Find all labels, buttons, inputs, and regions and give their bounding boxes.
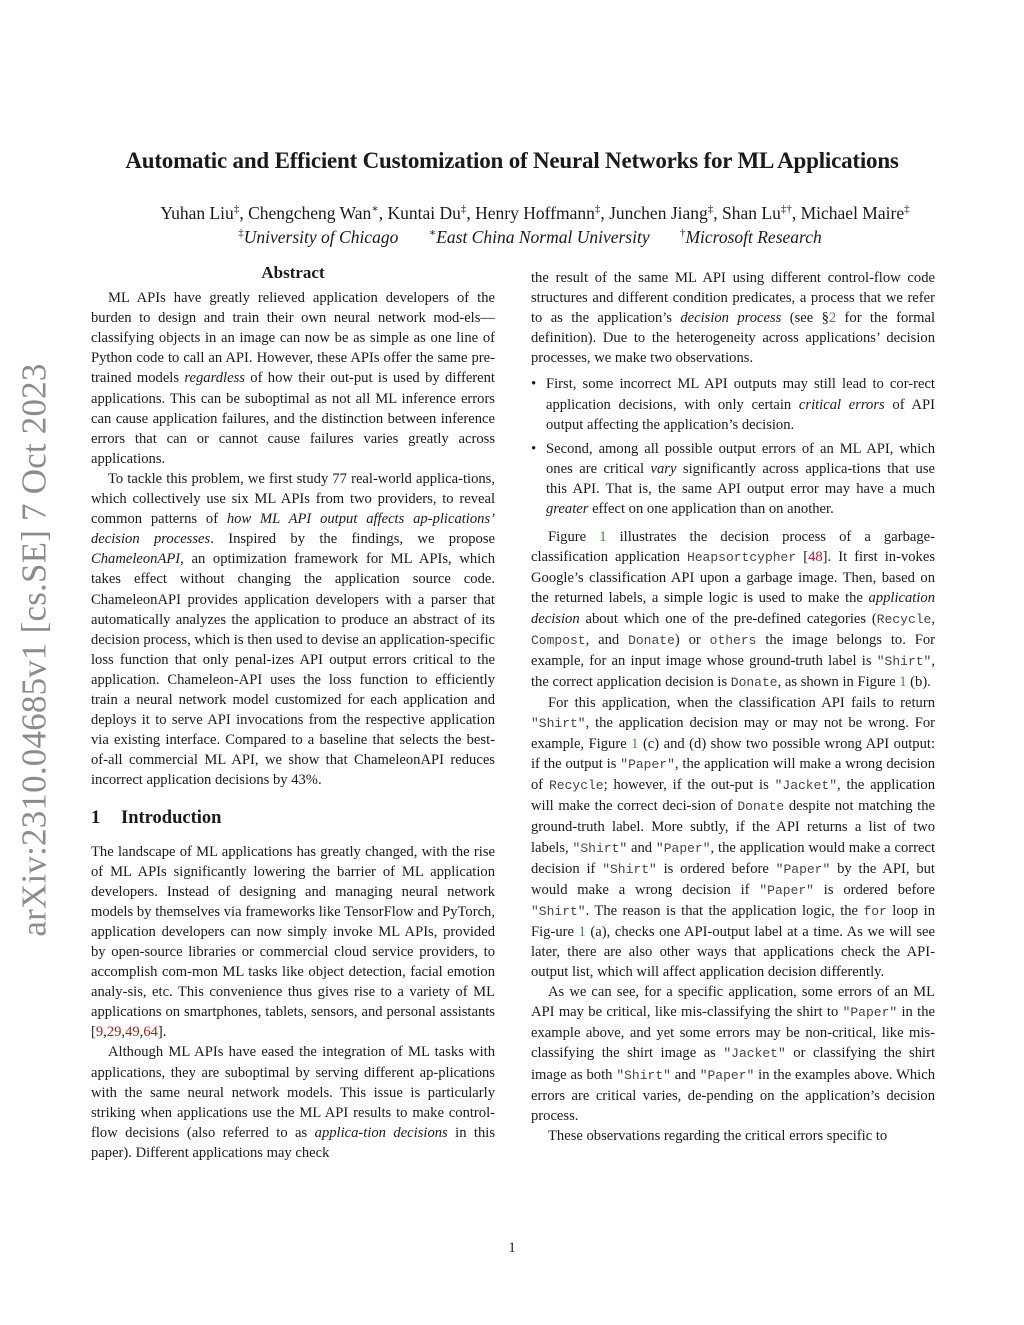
intro-paragraph: These observations regarding the critical errors specific to	[548, 1127, 888, 1144]
code-category: others	[709, 632, 757, 648]
figure-reference-link[interactable]: 1	[631, 736, 639, 753]
affiliation: †Microsoft Research	[679, 227, 822, 247]
code-label: "Shirt"	[602, 861, 657, 877]
left-column	[91, 263, 495, 1163]
observation-item: • First, some incorrect ML API outputs may still lead to cor-rect application decisions, with only certain critical errors of API output affecting the application’s decision.	[531, 374, 935, 434]
right-column	[531, 268, 935, 1146]
citation-link[interactable]: 49	[125, 1024, 140, 1041]
intro-paragraph: Figure 1 illustrates the decision process of a garbage-classification application Heapsortcypher [48]. It first in-vokes Google’s classification API upon a garbage image. Then, based on the returned labels, a simple logic is used to make the application decision about which one of the pre-defined categories (Recycle, Compost, and Donate) or others the image belongs to. For example, for an input image whose ground-truth label is "Shirt", the correct application decision is Donate, as shown in Figure 1 (b).	[531, 529, 936, 690]
figure-reference-link[interactable]: 1	[599, 529, 607, 546]
code-label: "Paper"	[699, 1067, 755, 1083]
arxiv-identifier-text: arXiv:2310.04685v1 [cs.SE] 7 Oct 2023	[15, 363, 55, 937]
code-label: "Paper"	[620, 757, 675, 773]
code-label: "Paper"	[775, 861, 831, 877]
code-label: "Jacket"	[774, 778, 838, 794]
observation-list	[531, 374, 935, 519]
citation-link[interactable]: 9	[95, 1024, 104, 1041]
code-app-name: Heapsortcypher	[686, 550, 797, 566]
page-number: 1	[508, 1240, 516, 1256]
code-label: "Paper"	[842, 1005, 898, 1021]
intro-paragraph: For this application, when the classification API fails to return "Shirt", the application decision may or may not be wrong. For example, Figure 1 (c) and (d) show two possible wrong API output: if the output is "Paper", the application will make a wrong decision of Recycle; however, if the out-put is "Jacket", the application will make the correct deci-sion of Donate despite not matching the ground-truth label. More subtly, if the API returns a list of two labels, "Shirt" and "Paper", the application would make a correct decision if "Shirt" is ordered before "Paper" by the API, but would make a wrong decision if "Paper" is ordered before "Shirt". The reason is that the application logic, the for loop in Fig-ure 1 (a), checks one API-output label at a time. As we will see later, there are also other ways that applications check the API-output list, which will affect application decision differently.	[531, 694, 936, 981]
author: Yuhan Liu‡	[160, 203, 240, 223]
intro-paragraph: The landscape of ML applications has greatly changed, with the rise of ML APIs significantly lowering the barrier of ML application developers. Instead of designing and managing neural network models by themselves via frameworks like TensorFlow and PyTorch, application developers can now simply invoke ML APIs, provided by open-source libraries or commercial cloud service providers, to accomplish com-mon ML tasks like object detection, facial emotion analy-sis, etc. This convenience thus gives rise to a variety of ML applications on smartphones, tablets, sensors, and personal assistants [9,29,49,64].	[91, 843, 495, 1041]
figure-reference-link[interactable]: 1	[578, 923, 586, 940]
affiliation-list	[0, 227, 1024, 248]
abstract-paragraph: To tackle this problem, we first study 77 real-world applica-tions, which collectively use six ML APIs from two providers, to reveal common patterns of how ML API output affects ap-plications’ decision processes. Inspired by the findings, we propose ChameleonAPI, an optimization framework for ML APIs, which takes effect without changing the application source code. ChameleonAPI provides application developers with a parser that automatically analyzes the application to produce an abstract of its decision process, which is then used to devise an application-specific loss function that only penal-izes API output errors critical to the application. Chameleon-API uses the loss function to efficiently train a neural network model customized for each application and deploys it to serve API invocations from the respective application via existing interface. Compared to a baseline that selects the best-of-all commercial ML API, we show that ChameleonAPI reduces incorrect application decisions by 43%.	[91, 470, 495, 789]
code-label: "Shirt"	[876, 653, 932, 669]
code-label: "Shirt"	[531, 903, 586, 919]
author: Chengcheng Wan∗	[248, 203, 379, 223]
code-label: "Shirt"	[616, 1067, 671, 1083]
code-label: "Shirt"	[531, 715, 586, 731]
affiliation: ‡University of Chicago	[238, 227, 399, 247]
citation-link[interactable]: 48	[808, 549, 823, 566]
abstract-heading: Abstract	[261, 263, 325, 282]
code-category: Donate	[730, 674, 778, 690]
code-keyword: for	[863, 903, 887, 919]
figure-reference-link[interactable]: 1	[899, 673, 907, 690]
citation-link[interactable]: 64	[143, 1024, 158, 1041]
author: Junchen Jiang‡	[609, 203, 714, 223]
section-reference-link[interactable]: 2	[828, 310, 837, 327]
code-label: "Paper"	[655, 840, 711, 856]
code-category: Donate	[737, 799, 785, 815]
code-category: Recycle	[876, 611, 932, 627]
citation-link[interactable]: 29	[106, 1024, 122, 1041]
code-label: "Paper"	[759, 882, 814, 898]
intro-paragraph: the result of the same ML API using different control-flow code structures and different condition predicates, a process that we refer to as the application’s decision process (see §2 for the formal definition). Due to the heterogeneity across applications’ decision processes, we make two observations.	[531, 270, 935, 367]
author: Kuntai Du‡	[387, 203, 467, 223]
abstract-paragraph: ML APIs have greatly relieved application developers of the burden to design and train their own neural network mod-els—classifying objects in an image can now be as simple as one line of Python code to call an API. However, these APIs offer the same pre-trained models regardless of how their out-put is used by different applications. This can be suboptimal as not all ML inference errors can cause application failures, and the distinction between inference errors that can or cannot cause failures varies greatly across applications.	[91, 290, 495, 467]
affiliation: ∗East China Normal University	[428, 227, 650, 247]
intro-paragraph: Although ML APIs have eased the integration of ML tasks with applications, they are suboptimal by serving different ap-plications with the same neural network models. This issue is particularly striking when applications use the ML API results to make control-flow decisions (also referred to as applica-tion decisions in this paper). Different applications may check	[91, 1044, 495, 1161]
section-heading-introduction: 1 Introduction	[91, 808, 222, 829]
author: Shan Lu‡†	[722, 203, 792, 223]
observation-item: • Second, among all possible output errors of an ML API, which ones are critical vary significantly across applica-tions that use this API. That is, the same API output error may have a much greater effect on one application than on another.	[531, 439, 935, 519]
code-category: Donate	[628, 632, 675, 648]
author: Henry Hoffmann‡	[475, 203, 601, 223]
arxiv-identifier-stamp	[10, 363, 60, 937]
code-label: "Jacket"	[723, 1046, 786, 1062]
intro-paragraph: As we can see, for a specific application, some errors of an ML API may be critical, like mis-classifying the shirt to "Paper" in the example above, and yet some errors may be non-critical, like mis-classifying the shirt image as "Jacket" or classifying the shirt image as both "Shirt" and "Paper" in the examples above. Which errors are critical varies, de-pending on the application’s decision process.	[531, 984, 935, 1124]
code-category: Recycle	[549, 778, 604, 794]
code-category: Compost	[531, 632, 586, 648]
paper-title: Automatic and Efficient Customization of Neural Networks for ML Applications	[125, 148, 899, 173]
code-label: "Shirt"	[572, 840, 628, 856]
author-list: Yuhan Liu‡, Chengcheng Wan∗, Kuntai Du‡, Henry Hoffmann‡, Junchen Jiang‡, Shan Lu‡†, Michael Maire‡	[160, 203, 910, 223]
author: Michael Maire‡	[800, 203, 910, 223]
